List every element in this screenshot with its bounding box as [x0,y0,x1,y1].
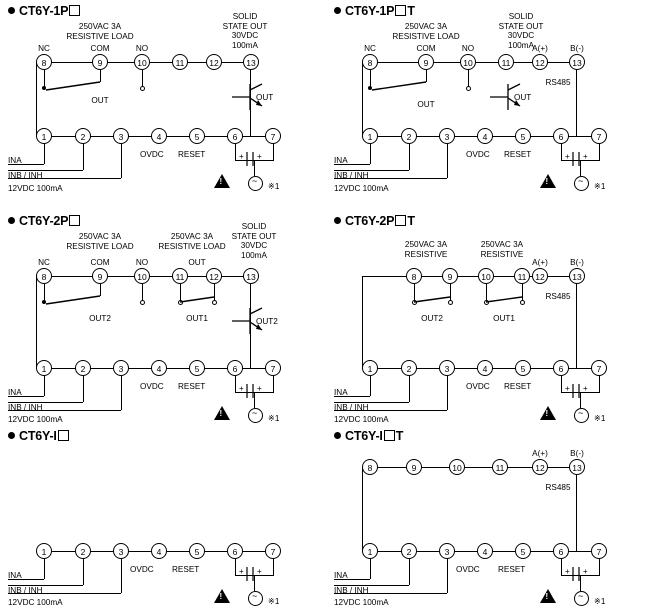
terminal-1: 1 [36,360,52,376]
input-label-supply: 12VDC 100mA [8,415,63,424]
input-label-supply: 12VDC 100mA [334,598,389,607]
label-rs485: RS485 [545,78,571,87]
terminal-12: 12 [532,459,548,475]
terminal-9: 9 [406,459,422,475]
label-rs485: RS485 [545,483,571,492]
terminal-2: 2 [401,543,417,559]
note-mark: ※1 [594,414,606,423]
title-text: CT6Y-1P [19,4,69,18]
terminal-11: 11 [172,268,188,284]
ac-source-icon [574,176,589,191]
terminal-6: 6 [227,128,243,144]
input-label-ina: INA [8,156,22,165]
terminal-13: 13 [243,268,259,284]
label-reset: RESET [504,382,532,391]
contact-label-nc: NC [38,258,50,267]
title-text: CT6Y-I [19,429,57,443]
terminal-2: 2 [75,543,91,559]
warning-icon [214,174,230,188]
label-b-minus: B(-) [570,449,584,458]
terminal-2: 2 [401,128,417,144]
section-title-ct6y-2p [8,214,81,228]
terminal-3: 3 [439,543,455,559]
contact-label-no: NO [135,44,149,53]
warning-icon [540,406,556,420]
terminal-4: 4 [151,543,167,559]
ac-source-icon [248,591,263,606]
terminal-6: 6 [553,360,569,376]
input-label-ina: INA [334,156,348,165]
bullet-icon [334,432,341,439]
warning-icon [540,589,556,603]
input-label-supply: 12VDC 100mA [8,184,63,193]
out2-label-relay: OUT2 [89,314,111,323]
ac-source-icon [574,591,589,606]
title-suffix: T [407,214,415,228]
svg-text:+: + [239,152,244,161]
svg-text:+: + [239,384,244,393]
terminal-1: 1 [362,360,378,376]
label-a-plus: A(+) [532,258,548,267]
terminal-1: 1 [362,543,378,559]
label-reset: RESET [504,150,532,159]
title-text: CT6Y-I [345,429,383,443]
input-label-ina: INA [8,571,22,580]
terminal-3: 3 [439,360,455,376]
label-rs485: RS485 [545,292,571,301]
out2-label: OUT2 [421,314,443,323]
terminal-12: 12 [532,268,548,284]
contact-label-com: COM [416,44,436,53]
input-label-inb: INB / INH [334,403,369,412]
label-reset: RESET [178,150,206,159]
contact-dot-nc [42,86,46,90]
out-label-top: OUT [188,258,206,267]
ac-source-icon [574,408,589,423]
header-solid-state-out: SOLID STATE OUT 30VDC 100mA [231,222,277,261]
svg-text:+: + [565,567,570,576]
contact-label-no: NO [135,258,149,267]
terminal-3: 3 [113,360,129,376]
terminal-3: 3 [439,128,455,144]
label-ovdc: OVDC [456,565,480,574]
title-suffix: T [395,429,404,443]
input-label-inb: INB / INH [334,171,369,180]
title-text: CT6Y-1P [345,4,395,18]
terminal-9: 9 [92,268,108,284]
out1-label-relay: OUT1 [186,314,208,323]
ac-source-icon [248,408,263,423]
input-label-inb: INB / INH [8,171,43,180]
svg-text:+: + [565,152,570,161]
label-b-minus: B(-) [570,44,584,53]
out2-label-sso: OUT2 [256,317,278,326]
note-mark: ※1 [268,182,280,191]
input-label-ina: INA [8,388,22,397]
terminal-11: 11 [492,459,508,475]
bullet-icon [8,432,15,439]
diagram-ct6y-2p-t [326,210,652,425]
header-resistive-load: 250VAC 3A RESISTIVE LOAD [66,22,134,41]
terminal-10: 10 [478,268,494,284]
terminal-13: 13 [569,54,585,70]
input-label-supply: 12VDC 100mA [334,415,389,424]
terminal-7: 7 [265,543,281,559]
header-solid-state-out: SOLID STATE OUT 30VDC 100mA [222,12,268,51]
input-label-inb: INB / INH [8,586,43,595]
header-resistive-load: 250VAC 3A RESISTIVE LOAD [392,22,460,41]
terminal-9: 9 [418,54,434,70]
terminal-13: 13 [243,54,259,70]
input-label-ina: INA [334,388,348,397]
terminal-3: 3 [113,128,129,144]
note-mark: ※1 [268,414,280,423]
terminal-7: 7 [591,128,607,144]
label-ovdc: OVDC [140,382,164,391]
svg-text:+: + [583,384,588,393]
terminal-6: 6 [227,360,243,376]
section-title-ct6y-1p [8,4,81,18]
section-title-ct6y-1p-t [334,4,415,18]
diagram-ct6y-i-t [326,425,652,607]
terminal-1: 1 [36,543,52,559]
blank-square-icon [384,430,395,441]
header-resistive-1: 250VAC 3A RESISTIVE [404,240,448,259]
terminal-8: 8 [36,54,52,70]
terminal-6: 6 [553,128,569,144]
bullet-icon [334,7,341,14]
svg-text:+: + [257,567,262,576]
terminal-12: 12 [206,54,222,70]
title-text: CT6Y-2P [19,214,69,228]
svg-text:+: + [583,567,588,576]
terminal-12: 12 [532,54,548,70]
terminal-9: 9 [92,54,108,70]
out-label-1p: OUT [91,96,109,105]
section-title-ct6y-i [8,429,70,443]
warning-icon [540,174,556,188]
terminal-10: 10 [449,459,465,475]
terminal-10: 10 [134,54,150,70]
terminal-10: 10 [134,268,150,284]
svg-text:+: + [257,152,262,161]
terminal-5: 5 [515,128,531,144]
title-suffix: T [407,4,415,18]
input-label-supply: 12VDC 100mA [8,598,63,607]
title-text: CT6Y-2P [345,214,395,228]
bullet-icon [334,217,341,224]
blank-square-icon [58,430,69,441]
note-mark: ※1 [268,597,280,606]
terminal-1: 1 [362,128,378,144]
blank-square-icon [395,5,406,16]
blank-square-icon [395,215,406,226]
header-solid-state-out: SOLID STATE OUT 30VDC 100mA [498,12,544,51]
terminal-5: 5 [515,543,531,559]
terminal-11: 11 [514,268,530,284]
terminal-13: 13 [569,268,585,284]
diagram-ct6y-i [0,425,326,607]
label-reset: RESET [178,382,206,391]
svg-text:+: + [565,384,570,393]
terminal-10: 10 [460,54,476,70]
terminal-3: 3 [113,543,129,559]
svg-text:+: + [257,384,262,393]
terminal-6: 6 [553,543,569,559]
terminal-8: 8 [362,54,378,70]
header-resistive-load-1: 250VAC 3A RESISTIVE LOAD [66,232,134,251]
label-a-plus: A(+) [532,449,548,458]
bullet-icon [8,217,15,224]
out-label-sso: OUT [256,93,274,102]
label-ovdc: OVDC [130,565,154,574]
terminal-4: 4 [151,360,167,376]
terminal-13: 13 [569,459,585,475]
terminal-7: 7 [591,543,607,559]
blank-square-icon [69,5,80,16]
terminal-2: 2 [401,360,417,376]
section-title-ct6y-i-t [334,429,403,443]
terminal-4: 4 [477,543,493,559]
ac-source-icon [248,176,263,191]
out1-label: OUT1 [493,314,515,323]
terminal-12: 12 [206,268,222,284]
terminal-8: 8 [406,268,422,284]
terminal-5: 5 [515,360,531,376]
terminal-5: 5 [189,128,205,144]
label-reset: RESET [498,565,526,574]
label-ovdc: OVDC [466,382,490,391]
svg-text:+: + [583,152,588,161]
terminal-4: 4 [477,128,493,144]
diagram-ct6y-1p [0,0,326,210]
terminal-7: 7 [591,360,607,376]
label-a-plus: A(+) [532,44,548,53]
input-label-ina: INA [334,571,348,580]
contact-label-nc: NC [364,44,376,53]
terminal-9: 9 [442,268,458,284]
terminal-11: 11 [498,54,514,70]
contact-label-com: COM [90,258,110,267]
label-ovdc: OVDC [466,150,490,159]
terminal-1: 1 [36,128,52,144]
note-mark: ※1 [594,182,606,191]
terminal-6: 6 [227,543,243,559]
contact-dot-nc [368,86,372,90]
contact-label-no: NO [461,44,475,53]
bullet-icon [8,7,15,14]
header-resistive-2: 250VAC 3A RESISTIVE [480,240,524,259]
diagram-ct6y-1p-t [326,0,652,210]
terminal-2: 2 [75,128,91,144]
terminal-5: 5 [189,543,205,559]
contact-label-nc: NC [38,44,50,53]
terminal-4: 4 [151,128,167,144]
input-label-inb: INB / INH [8,403,43,412]
terminal-5: 5 [189,360,205,376]
terminal-4: 4 [477,360,493,376]
label-reset: RESET [172,565,200,574]
out-label-relay: OUT [417,100,435,109]
terminal-7: 7 [265,128,281,144]
input-label-supply: 12VDC 100mA [334,184,389,193]
note-mark: ※1 [594,597,606,606]
warning-icon [214,406,230,420]
header-resistive-load-2: 250VAC 3A RESISTIVE LOAD [158,232,226,251]
warning-icon [214,589,230,603]
terminal-11: 11 [172,54,188,70]
out-label-sso: OUT [514,93,532,102]
terminal-8: 8 [36,268,52,284]
input-label-inb: INB / INH [334,586,369,595]
contact-dot-nc [42,300,46,304]
label-ovdc: OVDC [140,150,164,159]
terminal-7: 7 [265,360,281,376]
diagram-ct6y-2p [0,210,326,425]
terminal-8: 8 [362,459,378,475]
terminal-2: 2 [75,360,91,376]
label-b-minus: B(-) [570,258,584,267]
blank-square-icon [69,215,80,226]
svg-text:+: + [239,567,244,576]
section-title-ct6y-2p-t [334,214,415,228]
contact-label-com: COM [90,44,110,53]
